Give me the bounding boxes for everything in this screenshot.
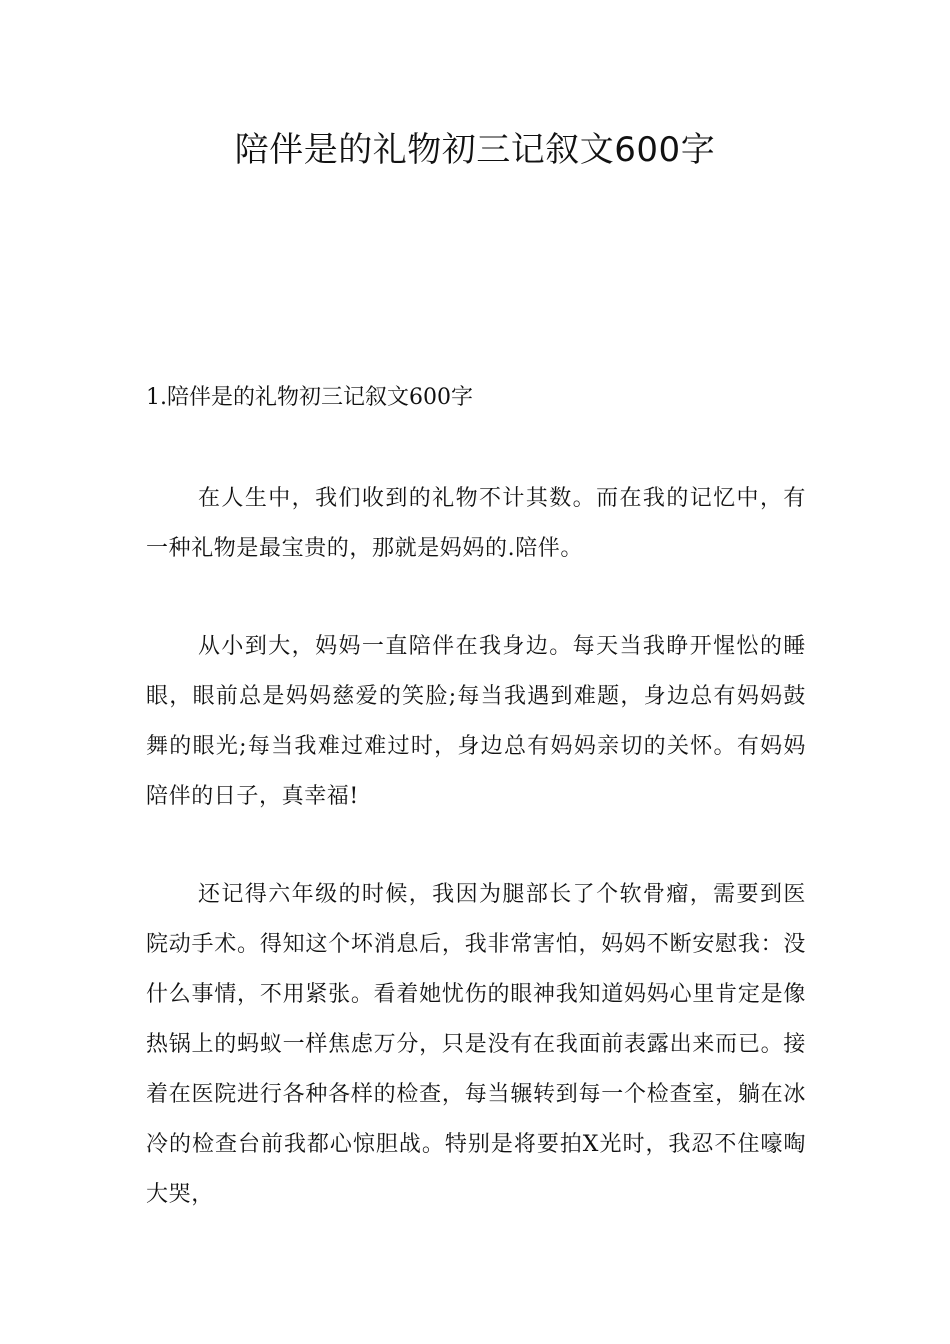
paragraph: 从小到大，妈妈一直陪伴在我身边。每天当我睁开惺忪的睡眼，眼前总是妈妈慈爱的笑脸;每当我遇到难题，身边总有妈妈鼓舞的眼光;每当我难过难过时，身边总有妈妈亲切的关怀。有妈妈陪伴的日子，真幸福! [146,634,806,809]
paragraph: 在人生中，我们收到的礼物不计其数。而在我的记忆中，有一种礼物是最宝贵的，那就是妈妈的.陪伴。 [146,486,806,561]
section-heading: 1.陪伴是的礼物初三记叙文600字 [146,385,473,410]
paragraph: 还记得六年级的时候，我因为腿部长了个软骨瘤，需要到医院动手术。得知这个坏消息后，我非常害怕，妈妈不断安慰我：没什么事情，不用紧张。看着她忧伤的眼神我知道妈妈心里肯定是像热锅上的蚂蚁一样焦虑万分，只是没有在我面前表露出来而已。接着在医院进行各种各样的检查，每当辗转到每一个检查室，躺在冰冷的检查台前我都心惊胆战。特别是将要拍X光时，我忍不住嚎啕大哭， [146,882,806,1207]
document-title: 陪伴是的礼物初三记叙文600字 [234,130,716,170]
